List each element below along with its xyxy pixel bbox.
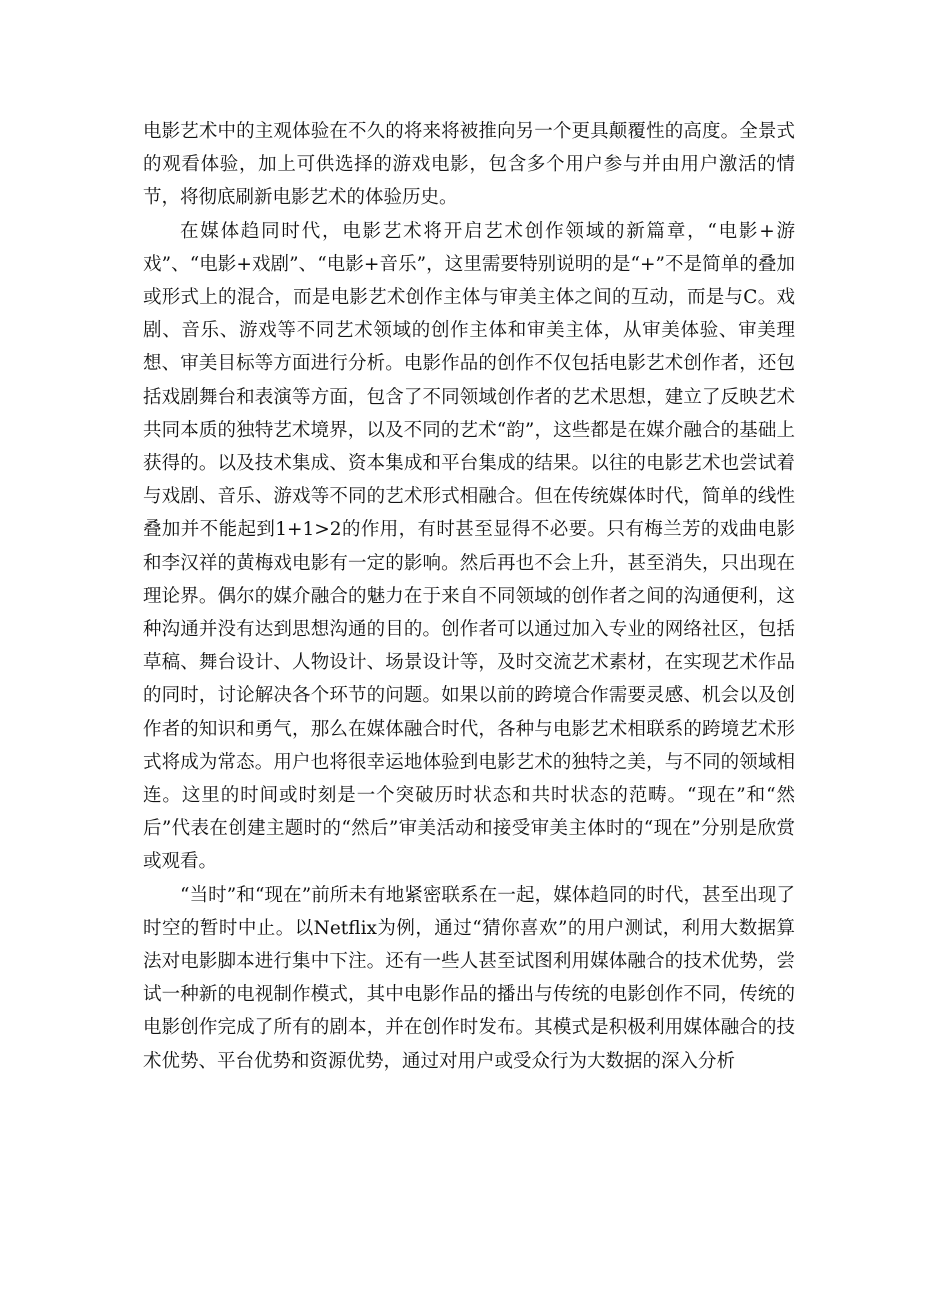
paragraph-then-and-now: “当时”和“现在”前所未有地紧密联系在一起，媒体趋同的时代，甚至出现了时空的暂时中止。以Netflix为例，通过“猜你喜欢”的用户测试，利用大数据算法对电影脚本进行集中下注。还有一些人甚至试图利用媒体融合的技术优势，尝试一种新的电视制作模式，其中电影作品的播出与传统的电影创作不同，传统的电影创作完成了所有的剧本，并在创作时发布。其模式是积极利用媒体融合的技术优势、平台优势和资源优势，通过对用户或受众行为大数据的深入分析 — [143, 884, 795, 1072]
paragraph-media-convergence: 在媒体趋同时代，电影艺术将开启艺术创作领域的新篇章，“电影+游戏”、“电影+戏剧”、“电影+音乐”，这里需要特别说明的是“+”不是简单的叠加或形式上的混合，而是电影艺术创作主体与审美主体之间的互动，而是与C。戏剧、音乐、游戏等不同艺术领域的创作主体和审美主体，从审美体验、审美理想、审美目标等方面进行分析。电影作品的创作不仅包括电影艺术创作者，还包括戏剧舞台和表演等方面，包含了不同领域创作者的艺术思想，建立了反映艺术共同本质的独特艺术境界，以及不同的艺术“韵”，这些都是在媒介融合的基础上获得的。以及技术集成、资本集成和平台集成的结果。以往的电影艺术也尝试着与戏剧、音乐、游戏等不同的艺术形式相融合。但在传统媒体时代，简单的线性叠加并不能起到1+1>2的作用，有时甚至显得不必要。只有梅兰芳的戏曲电影和李汉祥的黄梅戏电影有一定的影响。然后再也不会上升，甚至消失，只出现在理论界。偶尔的媒介融合的魅力在于来自不同领域的创作者之间的沟通便利，这种沟通并没有达到思想沟通的目的。创作者可以通过加入专业的网络社区，包括草稿、舞台设计、人物设计、场景设计等，及时交流艺术素材，在实现艺术作品的同时，讨论解决各个环节的问题。如果以前的跨境合作需要灵感、机会以及创作者的知识和勇气，那么在媒体融合时代，各种与电影艺术相联系的跨境艺术形式将成为常态。用户也将很幸运地体验到电影艺术的独特之美，与不同的领域相连。这里的时间或时刻是一个突破历时状态和共时状态的范畴。“现在”和“然后”代表在创建主题时的“然后”审美活动和接受审美主体时的“现在”分别是欣赏或观看。 — [143, 220, 795, 873]
document-page — [143, 115, 795, 1078]
paragraph-continuation: 电影艺术中的主观体验在不久的将来将被推向另一个更具颠覆性的高度。全景式的观看体验，加上可供选择的游戏电影，包含多个用户参与并由用户激活的情节，将彻底刷新电影艺术的体验历史。 — [143, 121, 795, 209]
